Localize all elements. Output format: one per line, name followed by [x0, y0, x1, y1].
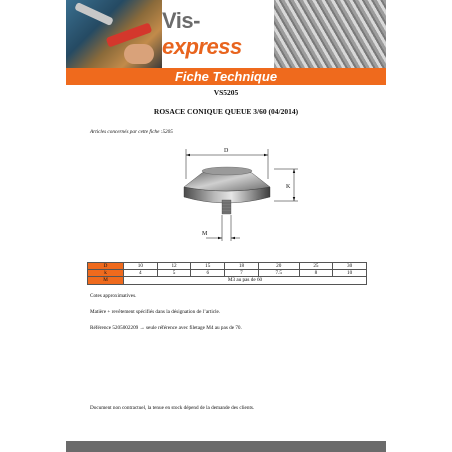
table-cell: 7.5	[258, 270, 299, 277]
product-title: ROSACE CONIQUE QUEUE 3/60 (04/2014)	[153, 107, 299, 116]
table-cell: 30	[333, 263, 367, 270]
table-cell: 10	[124, 263, 158, 270]
table-cell: 4	[124, 270, 158, 277]
label-k: K	[286, 184, 291, 190]
table-row	[88, 263, 367, 270]
note-material: Matière + revêtement spécifiés dans la désignation de l’article.	[90, 309, 221, 315]
logo-box	[162, 0, 274, 68]
table-cell: 8	[299, 270, 333, 277]
table-cell: 10	[333, 270, 367, 277]
tool-shape	[74, 2, 114, 26]
articles-note: Articles concernés par cette fiche :5205	[90, 129, 173, 135]
table-cell: 18	[225, 263, 259, 270]
table-cell: 12	[157, 263, 191, 270]
row-label: k	[88, 270, 124, 277]
fiche-technique-banner: Fiche Technique	[66, 68, 386, 85]
vis-express-logo	[162, 8, 274, 60]
table-cell-merged: M3 au pas de 60	[124, 277, 367, 284]
table-cell: 20	[258, 263, 299, 270]
technical-drawing	[176, 143, 302, 245]
table-cell: 5	[157, 270, 191, 277]
screws-photo	[274, 0, 386, 68]
note-approx: Cotes approximatives.	[90, 293, 137, 299]
label-m: M	[202, 231, 208, 237]
table-cell: 15	[191, 263, 225, 270]
table-cell: 25	[299, 263, 333, 270]
product-reference: VS5205	[213, 88, 239, 97]
footer-bar	[66, 441, 386, 452]
table-cell: 7	[225, 270, 259, 277]
table-row	[88, 270, 367, 277]
logo-vis-text: Vis-	[162, 8, 200, 33]
row-label: D	[88, 263, 124, 270]
dimensions-table	[87, 262, 367, 285]
logo-express-text: express	[162, 34, 242, 59]
table-row	[88, 277, 367, 284]
label-d: D	[224, 148, 229, 154]
tools-photo	[66, 0, 162, 68]
rosace-shape	[184, 167, 270, 214]
note-reference: Référence 5205002209 → seule référence avec filetage M4 au pas de 70.	[90, 325, 242, 331]
hand-shape	[124, 44, 154, 64]
row-label: M	[88, 277, 124, 284]
table-cell: 6	[191, 270, 225, 277]
note-disclaimer: Document non contractuel, la tenue en stock dépend de la demande des clients.	[90, 405, 255, 411]
header	[66, 0, 386, 68]
